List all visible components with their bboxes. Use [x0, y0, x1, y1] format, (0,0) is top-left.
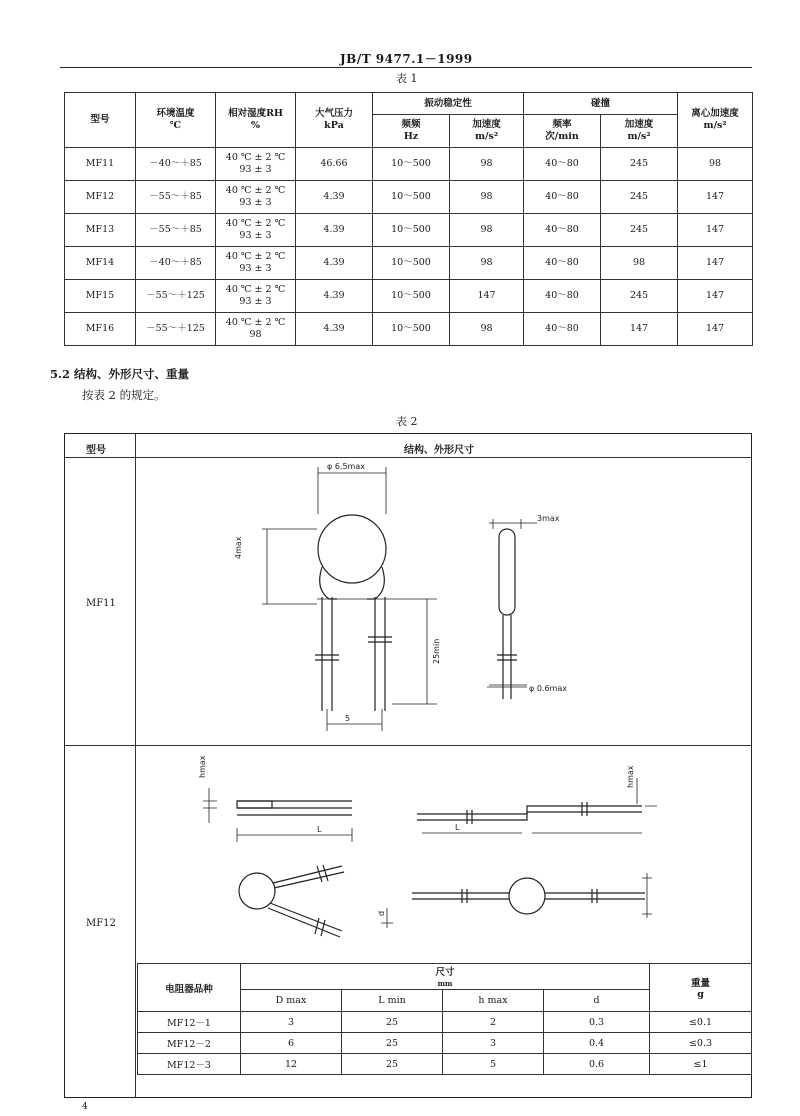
cell-l-min: 25 — [342, 1054, 443, 1075]
cell-model: MF14 — [65, 247, 136, 280]
table-row — [138, 1033, 752, 1054]
cell-model: MF13 — [65, 214, 136, 247]
table-row — [65, 214, 753, 247]
table-row — [65, 313, 753, 346]
mf12-dim-l-left: L — [317, 825, 322, 834]
th-bump-acc: 加速度 m/s² — [601, 115, 678, 148]
cell-freq: 10～500 — [373, 181, 450, 214]
cell-d-max: 3 — [241, 1012, 342, 1033]
mf12-dimension-table — [137, 963, 752, 1075]
cell-rate: 40～80 — [524, 214, 601, 247]
mf12-dim-h-left: hmax — [198, 755, 207, 778]
th-bump: 碰撞 — [524, 93, 678, 115]
cell-variety: MF12－3 — [138, 1054, 241, 1075]
table2-col-divider — [135, 433, 136, 1098]
cell-rate: 40～80 — [524, 181, 601, 214]
cell-model: MF12 — [65, 181, 136, 214]
cell-freq: 10～500 — [373, 247, 450, 280]
section-text: 按表 2 的规定。 — [82, 388, 166, 402]
cell-model: MF15 — [65, 280, 136, 313]
mf11-label: MF11 — [86, 598, 116, 609]
cell-centrifugal: 147 — [678, 247, 753, 280]
cell-humidity: 40 ℃ ± 2 ℃ 93 ± 3 — [216, 148, 296, 181]
cell-h-max: 3 — [443, 1033, 544, 1054]
cell-pressure: 4.39 — [296, 214, 373, 247]
cell-d-max: 6 — [241, 1033, 342, 1054]
cell-acc: 98 — [450, 214, 524, 247]
cell-rate: 40～80 — [524, 247, 601, 280]
cell-humidity: 40 ℃ ± 2 ℃ 93 ± 3 — [216, 181, 296, 214]
cell-acc: 147 — [450, 280, 524, 313]
cell-bump-acc: 245 — [601, 148, 678, 181]
cell-variety: MF12－1 — [138, 1012, 241, 1033]
table-row — [65, 280, 753, 313]
table-row — [138, 1054, 752, 1075]
th-pressure: 大气压力 kPa — [296, 93, 373, 148]
cell-freq: 10～500 — [373, 313, 450, 346]
section-heading: 5.2 结构、外形尺寸、重量 — [50, 367, 190, 381]
th-d: d — [544, 990, 650, 1012]
cell-humidity: 40 ℃ ± 2 ℃ 93 ± 3 — [216, 214, 296, 247]
cell-l-min: 25 — [342, 1012, 443, 1033]
th-centrifugal: 离心加速度 m/s² — [678, 93, 753, 148]
cell-centrifugal: 147 — [678, 313, 753, 346]
th-h-max: h max — [443, 990, 544, 1012]
cell-centrifugal: 147 — [678, 181, 753, 214]
mf11-dim-pitch: 5 — [345, 714, 351, 723]
th-bump-rate: 频率 次/min — [524, 115, 601, 148]
table-row — [65, 148, 753, 181]
th-temp: 环境温度 ℃ — [136, 93, 216, 148]
mf11-dim-height: 4max — [234, 536, 243, 559]
cell-bump-acc: 98 — [601, 247, 678, 280]
th-humidity: 相对湿度RH % — [216, 93, 296, 148]
cell-variety: MF12－2 — [138, 1033, 241, 1054]
mf12-drawing — [137, 748, 749, 962]
cell-rate: 40～80 — [524, 148, 601, 181]
cell-d-max: 12 — [241, 1054, 342, 1075]
header-rule — [60, 67, 752, 68]
cell-weight: ≤1 — [650, 1054, 752, 1075]
mf12-dim-h-right: hmax — [626, 765, 635, 788]
table1-caption: 表 1 — [396, 72, 418, 85]
cell-temp: －55～＋125 — [136, 313, 216, 346]
cell-pressure: 4.39 — [296, 247, 373, 280]
table2-caption: 表 2 — [396, 415, 418, 428]
mf12-label: MF12 — [86, 918, 116, 929]
cell-humidity: 40 ℃ ± 2 ℃ 93 ± 3 — [216, 247, 296, 280]
cell-weight: ≤0.1 — [650, 1012, 752, 1033]
cell-weight: ≤0.3 — [650, 1033, 752, 1054]
cell-humidity: 40 ℃ ± 2 ℃ 98 — [216, 313, 296, 346]
cell-l-min: 25 — [342, 1033, 443, 1054]
cell-centrifugal: 147 — [678, 280, 753, 313]
cell-bump-acc: 147 — [601, 313, 678, 346]
cell-pressure: 4.39 — [296, 280, 373, 313]
cell-model: MF16 — [65, 313, 136, 346]
th-vib-acc: 加速度 m/s² — [450, 115, 524, 148]
cell-d: 0.3 — [544, 1012, 650, 1033]
cell-temp: －40～＋85 — [136, 148, 216, 181]
mf11-dim-lead-dia: φ 0.6max — [529, 684, 567, 693]
mf12-dim-l-right: L — [455, 823, 460, 832]
th-vib-freq: 频频 Hz — [373, 115, 450, 148]
cell-bump-acc: 245 — [601, 280, 678, 313]
th-weight: 重量 g — [650, 964, 752, 1012]
mf11-drawing — [137, 459, 749, 744]
table-row — [138, 1012, 752, 1033]
th-size: 尺寸 mm — [241, 964, 650, 990]
cell-acc: 98 — [450, 313, 524, 346]
table2-header-rule — [64, 457, 752, 458]
cell-h-max: 5 — [443, 1054, 544, 1075]
table2-th-model: 型号 — [86, 445, 106, 456]
cell-acc: 98 — [450, 148, 524, 181]
cell-d: 0.4 — [544, 1033, 650, 1054]
table-row — [65, 247, 753, 280]
cell-freq: 10～500 — [373, 280, 450, 313]
cell-centrifugal: 98 — [678, 148, 753, 181]
cell-rate: 40～80 — [524, 313, 601, 346]
th-vibration: 振动稳定性 — [373, 93, 524, 115]
cell-temp: －40～＋85 — [136, 247, 216, 280]
table-row — [65, 181, 753, 214]
mf12-dim-d-left: d — [377, 910, 386, 916]
cell-temp: －55～＋85 — [136, 181, 216, 214]
table2-row-divider — [64, 745, 752, 746]
cell-freq: 10～500 — [373, 214, 450, 247]
mf11-dim-lead: 25min — [432, 638, 441, 664]
cell-h-max: 2 — [443, 1012, 544, 1033]
mf11-dim-diameter: φ 6.5max — [327, 462, 365, 471]
cell-acc: 98 — [450, 181, 524, 214]
cell-pressure: 4.39 — [296, 181, 373, 214]
cell-temp: －55～＋125 — [136, 280, 216, 313]
cell-bump-acc: 245 — [601, 181, 678, 214]
cell-humidity: 40 ℃ ± 2 ℃ 93 ± 3 — [216, 280, 296, 313]
cell-pressure: 46.66 — [296, 148, 373, 181]
cell-d: 0.6 — [544, 1054, 650, 1075]
cell-bump-acc: 245 — [601, 214, 678, 247]
th-model: 型号 — [65, 93, 136, 148]
th-l-min: L min — [342, 990, 443, 1012]
cell-model: MF11 — [65, 148, 136, 181]
cell-centrifugal: 147 — [678, 214, 753, 247]
cell-freq: 10～500 — [373, 148, 450, 181]
table1 — [64, 92, 753, 346]
standard-number: JB/T 9477.1－1999 — [340, 52, 473, 66]
cell-rate: 40～80 — [524, 280, 601, 313]
th-d-max: D max — [241, 990, 342, 1012]
cell-temp: －55～＋85 — [136, 214, 216, 247]
cell-acc: 98 — [450, 247, 524, 280]
cell-pressure: 4.39 — [296, 313, 373, 346]
mf11-dim-thickness: 3max — [537, 514, 560, 523]
table2-th-structure: 结构、外形尺寸 — [404, 445, 474, 456]
th-variety: 电阻器品种 — [138, 964, 241, 1012]
page-number: 4 — [82, 1102, 88, 1112]
